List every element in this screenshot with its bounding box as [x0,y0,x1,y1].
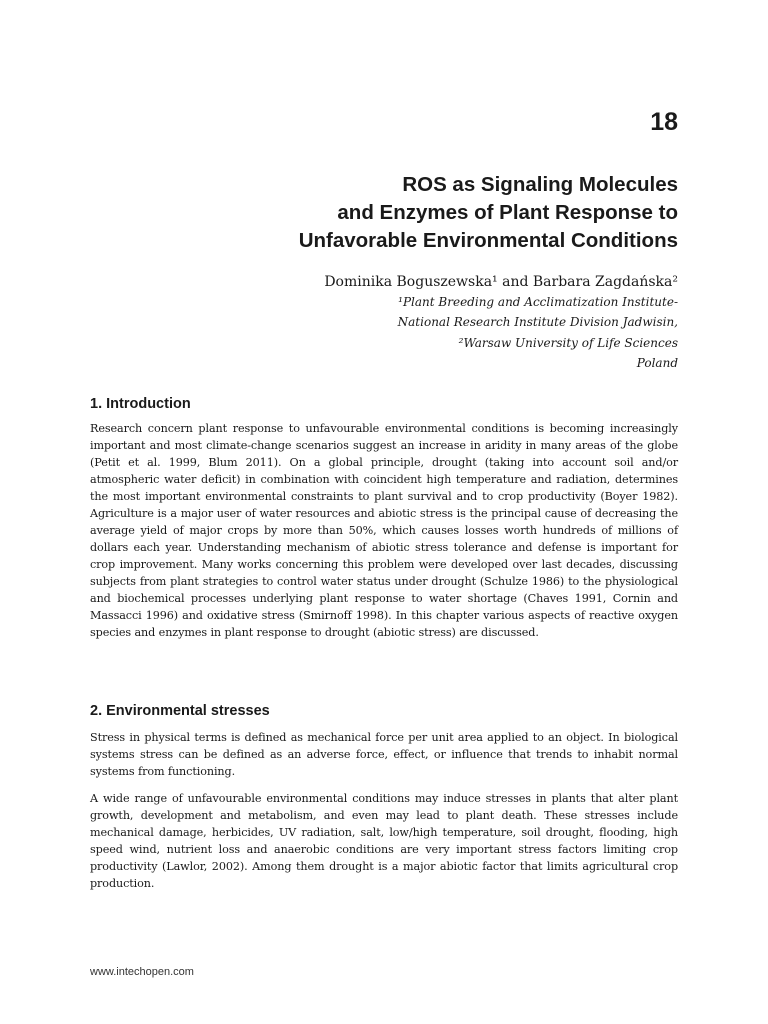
stress-factors-paragraph: A wide range of unfavourable environmental conditions may induce stresses in plants that alter plant growth, development and metabolism, and even may lead to plant death. These stresses include mechanical damage, herbicides, UV radiation, salt, low/high temperature, soil drought, flooding, high speed wind, nutrient loss and anaerobic conditions are very important stress factors limiting crop productivity (Lawlor, 2002). Among them drought is a major abiotic factor that limits agricultural crop production. [90,792,678,890]
section-heading-introduction: 1. Introduction [90,396,191,412]
affiliations [398,292,678,373]
affiliation-line: ¹Plant Breeding and Acclimatization Institute- [398,295,678,309]
chapter-number: 18 [650,108,678,136]
chapter-title [90,171,678,255]
chapter-title-line: and Enzymes of Plant Response to [337,201,678,224]
introduction-paragraph: Research concern plant response to unfavourable environmental conditions is becoming increasingly important and most climate-change scenarios suggest an increase in aridity in many areas of the globe (Petit et al. 1999, Blum 2011). On a global principle, drought (taking into account soil and/or atmospheric water deficit) in combination with coincident high temperature and radiation, determines the most important environmental constraints to plant survival and to crop productivity (Boyer 1982). Agriculture is a major user of water resources and abiotic stress is the principal cause of decreasing the average yield of major crops by more than 50%, which causes losses worth hundreds of millions of dollars each year. Understanding mechanism of abiotic stress tolerance and defense is important for crop improvement. Many works concerning this problem were developed over last decades, discussing subjects from plant strategies to control water status under drought (Schulze 1986) to the physiological and biochemical processes underlying plant response to water shortage (Chaves 1991, Cornin and Massacci 1996) and oxidative stress (Smirnoff 1998). In this chapter various aspects of reactive oxygen species and enzymes in plant response to drought (abiotic stress) are discussed. [90,422,678,639]
affiliation-line: ²Warsaw University of Life Sciences [458,335,678,350]
chapter-title-line: ROS as Signaling Molecules [402,173,678,196]
affiliation-line: Poland [636,355,678,370]
document-page [90,0,678,1024]
section-heading-environmental-stresses: 2. Environmental stresses [90,703,270,719]
author-line: Dominika Boguszewska¹ and Barbara Zagdańska² [324,274,678,290]
affiliation-line: National Research Institute Division Jadwisin, [397,315,678,330]
footer-url[interactable]: www.intechopen.com [90,966,194,978]
stress-definition-paragraph: Stress in physical terms is defined as mechanical force per unit area applied to an object. In biological systems stress can be defined as an adverse force, effect, or influence that trends to inhabit normal systems from functioning. [90,731,678,778]
chapter-title-line: Unfavorable Environmental Conditions [298,229,678,252]
